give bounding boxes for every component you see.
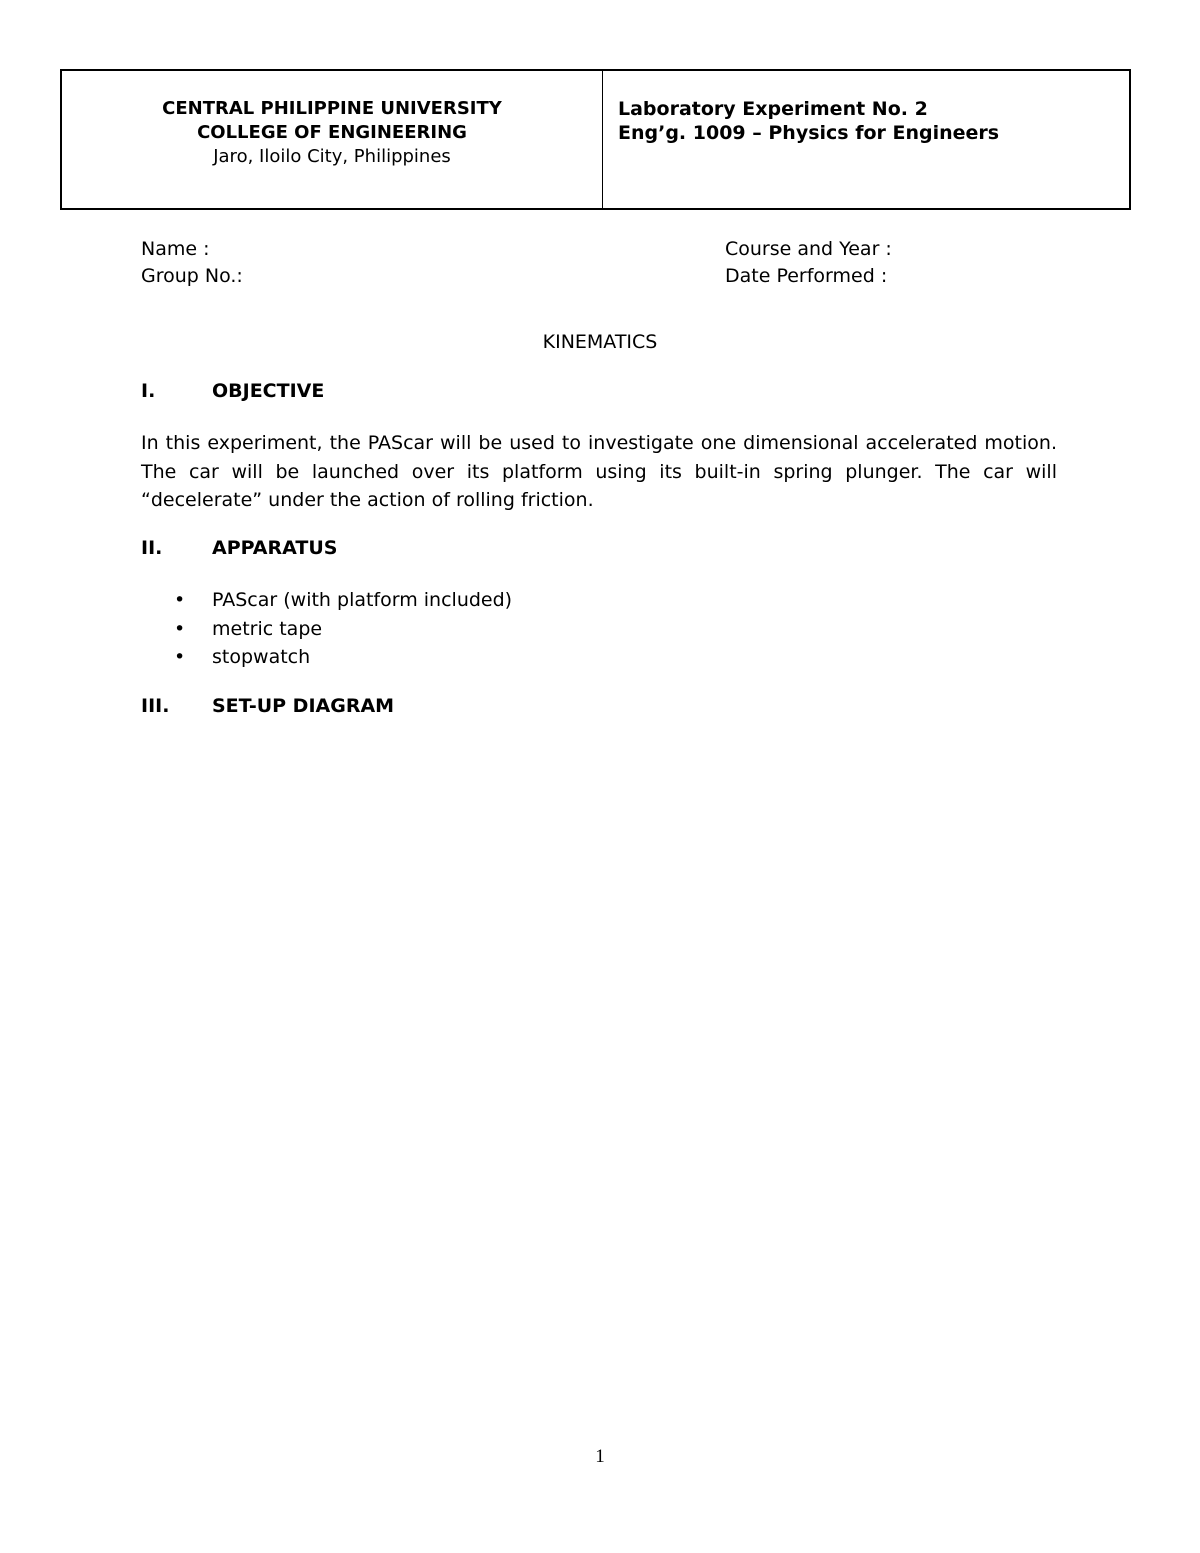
group-label: Group No.: (141, 265, 243, 287)
university-location: Jaro, Iloilo City, Philippines (213, 146, 451, 167)
list-item (141, 615, 512, 644)
objective-paragraph: In this experiment, the PAScar will be used to investigate one dimensional accelerated motion. The car will be launched over its platform using its built-in spring plunger. The car will “decelerate” under the action of rolling friction. (141, 432, 1057, 511)
bullet-icon: • (174, 646, 186, 668)
bullet-icon: • (174, 589, 186, 611)
list-item (141, 643, 512, 672)
experiment-number: Laboratory Experiment No. 2 (618, 98, 928, 120)
document-title: KINEMATICS (542, 331, 658, 353)
list-item (141, 586, 512, 615)
section-apparatus-heading (141, 535, 337, 562)
section-title: SET-UP DIAGRAM (212, 695, 395, 717)
section-setup-diagram-heading (141, 693, 394, 720)
header-table (60, 69, 1131, 210)
section-number: I. (141, 380, 156, 402)
university-name: CENTRAL PHILIPPINE UNIVERSITY (162, 98, 502, 119)
date-performed-label: Date Performed : (725, 265, 888, 287)
section-number: III. (141, 695, 170, 717)
section-title: APPARATUS (212, 537, 338, 559)
apparatus-list (141, 586, 512, 672)
course-title: Eng’g. 1009 – Physics for Engineers (618, 122, 1000, 144)
page-number: 1 (595, 1446, 605, 1467)
college-name: COLLEGE OF ENGINEERING (197, 122, 467, 143)
section-objective-heading (141, 378, 324, 405)
section-number: II. (141, 537, 163, 559)
section-title: OBJECTIVE (212, 380, 325, 402)
student-info-right (725, 236, 892, 290)
list-item-text: PAScar (with platform included) (212, 589, 513, 611)
name-label: Name : (141, 238, 210, 260)
list-item-text: metric tape (212, 617, 323, 640)
header-experiment-cell (603, 71, 1129, 208)
course-year-label: Course and Year : (725, 238, 892, 260)
list-item-text: stopwatch (212, 646, 311, 668)
header-institution-cell (62, 71, 603, 208)
bullet-icon: • (174, 617, 186, 640)
student-info-left (141, 236, 243, 290)
